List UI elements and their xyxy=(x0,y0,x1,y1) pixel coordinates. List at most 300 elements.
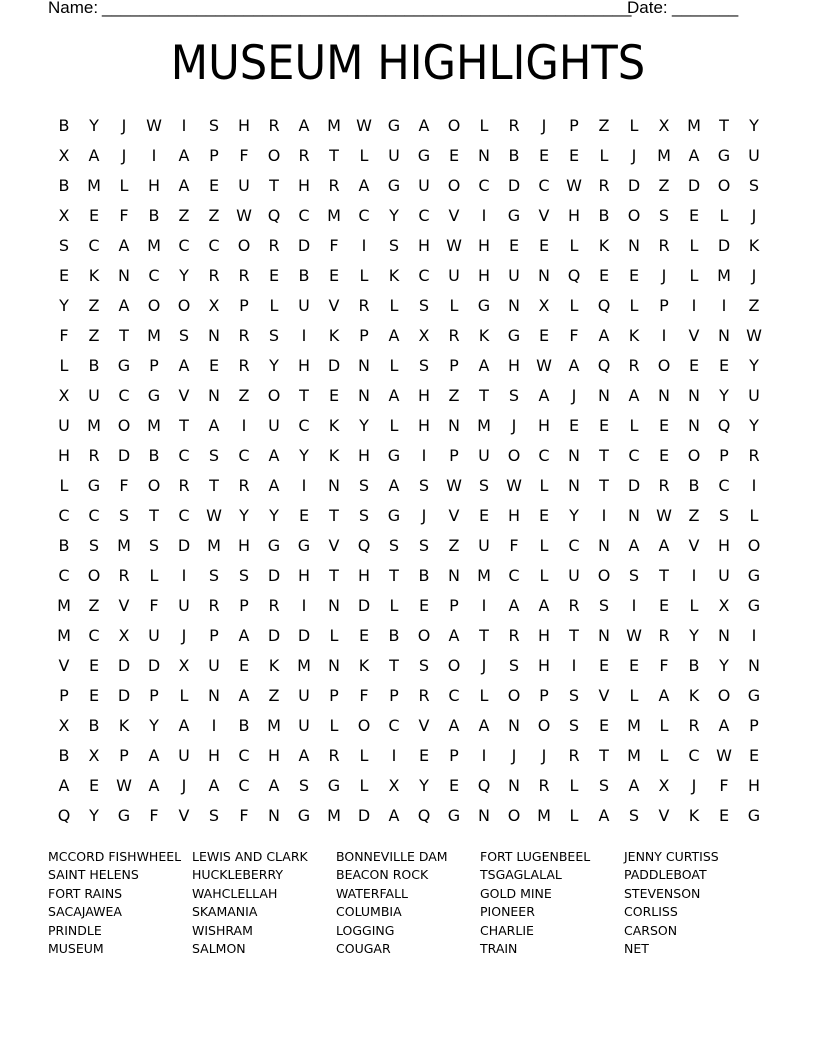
grid-letter: H xyxy=(357,446,371,465)
grid-letter: X xyxy=(658,776,670,795)
grid-letter: C xyxy=(628,446,640,465)
grid-letter: S xyxy=(208,116,220,135)
grid-letter: I xyxy=(181,116,187,135)
grid-letter: L xyxy=(359,146,369,165)
grid-letter: X xyxy=(208,296,220,315)
grid-letter: P xyxy=(719,446,729,465)
grid-letter: F xyxy=(659,656,669,675)
grid-letter: O xyxy=(237,236,251,255)
grid-letter: L xyxy=(389,596,399,615)
grid-letter: X xyxy=(58,386,70,405)
grid-letter: T xyxy=(599,746,609,765)
grid-letter: G xyxy=(717,146,731,165)
word-list-item: TRAIN xyxy=(480,940,518,956)
grid-letter: H xyxy=(237,116,251,135)
grid-letter: Z xyxy=(88,326,100,345)
grid-letter: U xyxy=(418,176,430,195)
grid-row xyxy=(49,381,769,411)
grid-letter: H xyxy=(567,206,581,225)
grid-letter: S xyxy=(388,236,400,255)
grid-letter: C xyxy=(88,506,100,525)
word-list-item: WISHRAM xyxy=(192,922,253,938)
grid-letter: Z xyxy=(208,206,220,225)
grid-letter: C xyxy=(298,416,310,435)
grid-letter: P xyxy=(449,446,459,465)
grid-letter: S xyxy=(598,596,610,615)
grid-letter: S xyxy=(748,176,760,195)
grid-letter: U xyxy=(508,266,520,285)
grid-letter: U xyxy=(88,386,100,405)
grid-letter: N xyxy=(688,416,700,435)
grid-letter: A xyxy=(358,176,370,195)
grid-letter: C xyxy=(568,536,580,555)
grid-letter: P xyxy=(659,296,669,315)
grid-letter: N xyxy=(628,506,640,525)
grid-letter: M xyxy=(267,716,281,735)
grid-letter: X xyxy=(58,716,70,735)
grid-letter: S xyxy=(58,236,70,255)
grid-letter: B xyxy=(148,446,160,465)
grid-letter: R xyxy=(628,356,640,375)
grid-letter: A xyxy=(628,776,640,795)
grid-letter: N xyxy=(478,146,490,165)
grid-letter: C xyxy=(418,266,430,285)
grid-letter: C xyxy=(178,506,190,525)
grid-letter: S xyxy=(568,686,580,705)
grid-letter: A xyxy=(448,626,460,645)
grid-letter: F xyxy=(119,476,129,495)
grid-letter: W xyxy=(146,116,162,135)
word-list-item: SAINT HELENS xyxy=(48,867,139,883)
grid-letter: O xyxy=(267,386,281,405)
grid-letter: L xyxy=(59,356,69,375)
grid-letter: L xyxy=(599,146,609,165)
grid-letter: A xyxy=(268,776,280,795)
grid-letter: N xyxy=(598,536,610,555)
grid-letter: U xyxy=(448,266,460,285)
grid-letter: V xyxy=(538,206,550,225)
grid-letter: Z xyxy=(688,506,700,525)
grid-letter: C xyxy=(178,446,190,465)
grid-letter: S xyxy=(478,476,490,495)
grid-row xyxy=(49,741,769,771)
grid-letter: S xyxy=(88,536,100,555)
grid-letter: A xyxy=(568,356,580,375)
grid-letter: L xyxy=(359,746,369,765)
grid-letter: Q xyxy=(597,356,611,375)
grid-letter: C xyxy=(208,236,220,255)
grid-letter: G xyxy=(477,296,491,315)
grid-letter: R xyxy=(118,566,130,585)
grid-letter: G xyxy=(267,536,281,555)
grid-letter: D xyxy=(627,476,641,495)
word-list-item: NET xyxy=(624,940,649,956)
grid-letter: T xyxy=(269,176,279,195)
grid-letter: D xyxy=(717,236,731,255)
grid-letter: K xyxy=(328,446,340,465)
grid-letter: N xyxy=(208,326,220,345)
grid-letter: G xyxy=(417,146,431,165)
grid-letter: E xyxy=(538,326,550,345)
grid-letter: L xyxy=(629,116,639,135)
grid-letter: H xyxy=(357,566,371,585)
grid-letter: K xyxy=(388,266,400,285)
grid-letter: H xyxy=(417,386,431,405)
grid-letter: U xyxy=(298,296,310,315)
grid-letter: B xyxy=(508,146,520,165)
grid-letter: O xyxy=(717,176,731,195)
grid-letter: A xyxy=(718,716,730,735)
grid-letter: L xyxy=(269,296,279,315)
grid-letter: I xyxy=(661,326,667,345)
grid-letter: U xyxy=(718,566,730,585)
grid-letter: L xyxy=(449,296,459,315)
grid-letter: I xyxy=(691,566,697,585)
grid-letter: E xyxy=(658,596,670,615)
grid-letter: B xyxy=(418,566,430,585)
grid-letter: C xyxy=(538,446,550,465)
grid-letter: X xyxy=(178,656,190,675)
grid-letter: P xyxy=(209,146,219,165)
grid-letter: N xyxy=(448,566,460,585)
grid-letter: O xyxy=(87,566,101,585)
grid-letter: C xyxy=(358,206,370,225)
word-list-item: PADDLEBOAT xyxy=(624,867,707,883)
grid-letter: I xyxy=(181,566,187,585)
grid-row xyxy=(49,561,769,591)
letter-grid xyxy=(49,111,769,831)
grid-letter: J xyxy=(511,416,517,435)
grid-letter: Z xyxy=(598,116,610,135)
grid-letter: R xyxy=(328,176,340,195)
grid-letter: F xyxy=(239,806,249,825)
grid-letter: M xyxy=(717,266,731,285)
grid-letter: P xyxy=(749,716,759,735)
grid-letter: N xyxy=(688,386,700,405)
grid-letter: P xyxy=(539,686,549,705)
grid-letter: H xyxy=(537,416,551,435)
word-list-item: FORT RAINS xyxy=(48,885,123,901)
grid-letter: E xyxy=(88,656,100,675)
grid-letter: A xyxy=(88,146,100,165)
grid-letter: Q xyxy=(567,266,581,285)
grid-letter: E xyxy=(598,656,610,675)
date-label: Date: xyxy=(627,0,668,17)
grid-letter: D xyxy=(627,176,641,195)
grid-letter: N xyxy=(328,656,340,675)
grid-letter: W xyxy=(236,206,252,225)
grid-letter: K xyxy=(598,236,610,255)
grid-letter: A xyxy=(178,146,190,165)
grid-letter: R xyxy=(448,326,460,345)
grid-letter: Y xyxy=(269,506,279,525)
grid-letter: G xyxy=(387,506,401,525)
grid-letter: G xyxy=(747,596,761,615)
grid-letter: N xyxy=(748,656,760,675)
grid-letter: K xyxy=(328,416,340,435)
grid-letter: S xyxy=(358,476,370,495)
grid-letter: I xyxy=(481,746,487,765)
grid-row xyxy=(49,261,769,291)
grid-letter: R xyxy=(538,776,550,795)
grid-letter: J xyxy=(121,146,127,165)
grid-letter: K xyxy=(358,656,370,675)
grid-letter: E xyxy=(88,206,100,225)
grid-letter: B xyxy=(598,206,610,225)
grid-letter: P xyxy=(449,746,459,765)
grid-letter: W xyxy=(716,746,732,765)
grid-letter: N xyxy=(568,446,580,465)
grid-letter: A xyxy=(388,386,400,405)
word-list-item: MCCORD FISHWHEEL xyxy=(48,849,182,864)
grid-letter: R xyxy=(418,686,430,705)
grid-letter: E xyxy=(568,416,580,435)
grid-letter: B xyxy=(688,656,700,675)
grid-letter: M xyxy=(627,716,641,735)
grid-letter: A xyxy=(538,386,550,405)
grid-letter: Y xyxy=(749,356,759,375)
grid-letter: D xyxy=(117,446,131,465)
grid-letter: M xyxy=(477,566,491,585)
grid-letter: L xyxy=(479,686,489,705)
grid-letter: T xyxy=(329,146,339,165)
grid-letter: T xyxy=(329,506,339,525)
grid-letter: C xyxy=(148,266,160,285)
grid-letter: M xyxy=(57,626,71,645)
grid-letter: E xyxy=(298,506,310,525)
grid-letter: C xyxy=(178,236,190,255)
grid-letter: R xyxy=(568,596,580,615)
grid-letter: D xyxy=(297,626,311,645)
grid-letter: J xyxy=(751,206,757,225)
grid-letter: E xyxy=(688,356,700,375)
grid-letter: T xyxy=(569,626,579,645)
grid-letter: Y xyxy=(359,416,369,435)
grid-letter: R xyxy=(268,116,280,135)
grid-letter: A xyxy=(148,776,160,795)
grid-letter: E xyxy=(58,266,70,285)
grid-letter: D xyxy=(357,596,371,615)
grid-letter: C xyxy=(538,176,550,195)
grid-letter: J xyxy=(121,116,127,135)
grid-letter: K xyxy=(628,326,640,345)
grid-letter: Y xyxy=(269,356,279,375)
grid-letter: G xyxy=(297,806,311,825)
grid-row xyxy=(49,231,769,261)
grid-letter: Y xyxy=(389,206,399,225)
grid-letter: Z xyxy=(178,206,190,225)
grid-letter: X xyxy=(418,326,430,345)
grid-letter: H xyxy=(297,566,311,585)
grid-letter: Z xyxy=(748,296,760,315)
grid-letter: T xyxy=(209,476,219,495)
grid-letter: V xyxy=(58,656,70,675)
grid-row xyxy=(49,681,769,711)
grid-letter: J xyxy=(661,266,667,285)
word-list-item: BEACON ROCK xyxy=(336,867,429,883)
grid-letter: B xyxy=(58,176,70,195)
grid-letter: O xyxy=(117,416,131,435)
grid-letter: M xyxy=(57,596,71,615)
grid-letter: B xyxy=(148,206,160,225)
grid-row xyxy=(49,711,769,741)
grid-letter: Y xyxy=(89,806,99,825)
word-list-item: CARSON xyxy=(624,922,678,938)
grid-letter: K xyxy=(688,686,700,705)
grid-letter: L xyxy=(629,416,639,435)
grid-letter: S xyxy=(418,356,430,375)
grid-letter: F xyxy=(719,776,729,795)
grid-letter: E xyxy=(628,656,640,675)
grid-letter: W xyxy=(356,116,372,135)
grid-letter: T xyxy=(659,566,669,585)
grid-letter: O xyxy=(507,686,521,705)
grid-letter: O xyxy=(147,476,161,495)
grid-letter: M xyxy=(627,746,641,765)
grid-letter: P xyxy=(119,746,129,765)
grid-letter: C xyxy=(58,506,70,525)
grid-letter: L xyxy=(689,596,699,615)
grid-letter: Y xyxy=(569,506,579,525)
grid-letter: L xyxy=(179,686,189,705)
grid-letter: N xyxy=(658,386,670,405)
grid-letter: C xyxy=(88,236,100,255)
grid-letter: O xyxy=(357,716,371,735)
page-title: MUSEUM HIGHLIGHTS xyxy=(170,36,646,91)
grid-letter: D xyxy=(117,656,131,675)
grid-letter: E xyxy=(598,266,610,285)
grid-letter: V xyxy=(118,596,130,615)
grid-letter: C xyxy=(388,716,400,735)
grid-letter: E xyxy=(628,266,640,285)
grid-letter: X xyxy=(88,746,100,765)
word-list-item: STEVENSON xyxy=(624,885,701,901)
grid-letter: N xyxy=(568,476,580,495)
grid-letter: T xyxy=(329,566,339,585)
grid-letter: U xyxy=(478,446,490,465)
grid-letter: H xyxy=(537,656,551,675)
grid-letter: O xyxy=(177,296,191,315)
grid-letter: O xyxy=(687,446,701,465)
grid-letter: D xyxy=(507,176,521,195)
grid-letter: E xyxy=(358,626,370,645)
grid-letter: W xyxy=(446,476,462,495)
grid-letter: X xyxy=(538,296,550,315)
grid-letter: A xyxy=(658,536,670,555)
grid-letter: S xyxy=(118,506,130,525)
grid-letter: I xyxy=(481,596,487,615)
grid-letter: T xyxy=(119,326,129,345)
grid-letter: C xyxy=(448,686,460,705)
grid-letter: G xyxy=(387,446,401,465)
grid-letter: Q xyxy=(477,776,491,795)
grid-letter: G xyxy=(387,116,401,135)
grid-letter: N xyxy=(358,356,370,375)
grid-letter: O xyxy=(447,176,461,195)
grid-letter: A xyxy=(118,236,130,255)
grid-letter: Y xyxy=(689,626,699,645)
grid-letter: L xyxy=(359,776,369,795)
grid-letter: R xyxy=(238,326,250,345)
grid-letter: I xyxy=(601,506,607,525)
grid-letter: B xyxy=(298,266,310,285)
grid-letter: F xyxy=(59,326,69,345)
grid-letter: V xyxy=(448,506,460,525)
grid-letter: A xyxy=(538,596,550,615)
grid-letter: G xyxy=(507,206,521,225)
grid-letter: S xyxy=(598,776,610,795)
word-list-item: BONNEVILLE DAM xyxy=(336,849,448,864)
grid-letter: P xyxy=(59,686,69,705)
grid-letter: L xyxy=(689,236,699,255)
grid-letter: U xyxy=(238,176,250,195)
grid-letter: C xyxy=(88,626,100,645)
grid-letter: M xyxy=(207,536,221,555)
grid-letter: K xyxy=(118,716,130,735)
grid-letter: I xyxy=(751,476,757,495)
date-line: _______ xyxy=(672,0,739,17)
grid-letter: U xyxy=(178,596,190,615)
grid-letter: E xyxy=(328,386,340,405)
grid-letter: B xyxy=(688,476,700,495)
grid-letter: H xyxy=(747,776,761,795)
grid-letter: I xyxy=(481,206,487,225)
grid-letter: V xyxy=(448,206,460,225)
grid-letter: S xyxy=(238,566,250,585)
grid-letter: J xyxy=(631,146,637,165)
grid-row xyxy=(49,501,769,531)
grid-letter: B xyxy=(58,536,70,555)
grid-letter: H xyxy=(147,176,161,195)
grid-letter: M xyxy=(147,416,161,435)
grid-letter: N xyxy=(118,266,130,285)
grid-letter: S xyxy=(508,386,520,405)
grid-letter: R xyxy=(208,596,220,615)
grid-letter: L xyxy=(389,416,399,435)
grid-letter: E xyxy=(508,236,520,255)
grid-letter: K xyxy=(478,326,490,345)
grid-letter: H xyxy=(237,536,251,555)
grid-letter: Q xyxy=(267,206,281,225)
grid-letter: Z xyxy=(658,176,670,195)
grid-letter: I xyxy=(301,326,307,345)
grid-letter: C xyxy=(298,206,310,225)
grid-letter: Y xyxy=(749,116,759,135)
grid-letter: L xyxy=(329,716,339,735)
grid-letter: V xyxy=(328,296,340,315)
grid-letter: A xyxy=(388,476,400,495)
grid-letter: L xyxy=(479,116,489,135)
grid-letter: C xyxy=(478,176,490,195)
grid-letter: F xyxy=(149,806,159,825)
grid-row xyxy=(49,321,769,351)
grid-letter: N xyxy=(538,266,550,285)
grid-letter: D xyxy=(357,806,371,825)
grid-letter: Y xyxy=(299,446,309,465)
word-list-item: FORT LUGENBEEL xyxy=(480,849,591,864)
grid-letter: C xyxy=(418,206,430,225)
grid-row xyxy=(49,531,769,561)
grid-letter: G xyxy=(747,686,761,705)
grid-letter: D xyxy=(297,236,311,255)
grid-letter: M xyxy=(477,416,491,435)
grid-letter: I xyxy=(211,716,217,735)
grid-letter: Z xyxy=(268,686,280,705)
grid-letter: F xyxy=(509,536,519,555)
word-list-item: COUGAR xyxy=(336,940,391,956)
grid-letter: R xyxy=(208,266,220,285)
header xyxy=(0,0,816,20)
